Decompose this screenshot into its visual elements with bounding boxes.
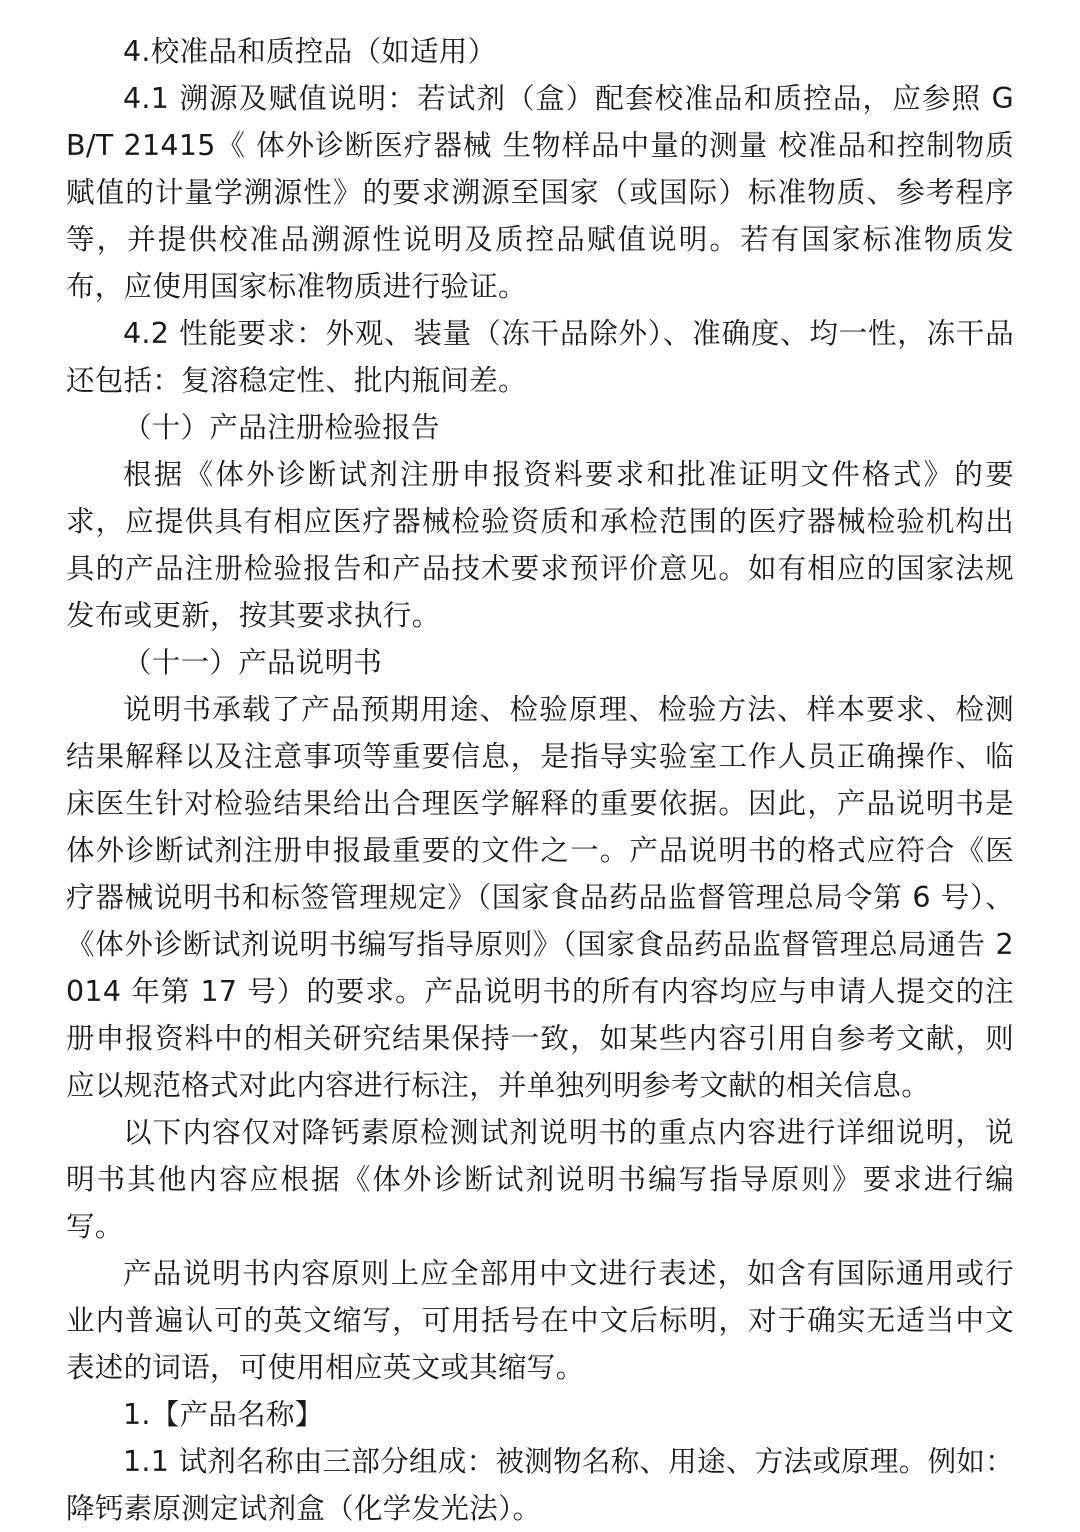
section-heading-product-name: 1.【产品名称】 (123, 1398, 324, 1431)
paragraph-language-requirement: 产品说明书内容原则上应全部用中文进行表述，如含有国际通用或行业内普遍认可的英文缩写，可用括号在中文后标明，对于确实无适当中文表述的词语，可使用相应英文或其缩写。 (66, 1257, 1014, 1384)
section-heading-inspection-report: （十）产品注册检验报告 (123, 411, 440, 444)
paragraph-performance-requirements: 4.2 性能要求：外观、装量（冻干品除外）、准确度、均一性，冻干品还包括：复溶稳定性、批内瓶间差。 (66, 317, 1014, 397)
paragraph-instructions-scope: 以下内容仅对降钙素原检测试剂说明书的重点内容进行详细说明，说明书其他内容应根据《体外诊断试剂说明书编写指导原则》要求进行编写。 (66, 1116, 1014, 1243)
paragraph-reagent-naming: 1.1 试剂名称由三部分组成：被测物名称、用途、方法或原理。例如：降钙素原测定试剂盒（化学发光法）。 (66, 1445, 1014, 1525)
paragraph-instructions-overview: 说明书承载了产品预期用途、检验原理、检验方法、样本要求、检测结果解释以及注意事项等重要信息，是指导实验室工作人员正确操作、临床医生针对检验结果给出合理医学解释的重要依据。因此，产品说明书是体外诊断试剂注册申报最重要的文件之一。产品说明书的格式应符合《医疗器械说明书和标签管理规定》（国家食品药品监督管理总局令第 6 号）、《体外诊断试剂说明书编写指导原则》（国家食品药品监督管理总局通告 2014 年第 17 号）的要求。产品说明书的所有内容均应与申请人提交的注册申报资料中的相关研究结果保持一致，如某些内容引用自参考文献，则应以规范格式对此内容进行标注，并单独列明参考文献的相关信息。 (66, 693, 1014, 1102)
paragraph-inspection-report: 根据《体外诊断试剂注册申报资料要求和批准证明文件格式》的要求，应提供具有相应医疗器械检验资质和承检范围的医疗器械检验机构出具的产品注册检验报告和产品技术要求预评价意见。如有相应的国家法规发布或更新，按其要求执行。 (66, 458, 1014, 632)
section-heading-instructions: （十一）产品说明书 (123, 646, 383, 679)
paragraph-traceability: 4.1 溯源及赋值说明：若试剂（盒）配套校准品和质控品，应参照 GB/T 21415《 体外诊断医疗器械 生物样品中量的测量 校准品和控制物质赋值的计量学溯源性》的要求溯源至国家（或国际）标准物质、参考程序等，并提供校准品溯源性说明及质控品赋值说明。若有国家标准物质发布，应使用国家标准物质进行验证。 (66, 82, 1014, 303)
section-heading-calibrators: 4.校准品和质控品（如适用） (123, 35, 497, 68)
